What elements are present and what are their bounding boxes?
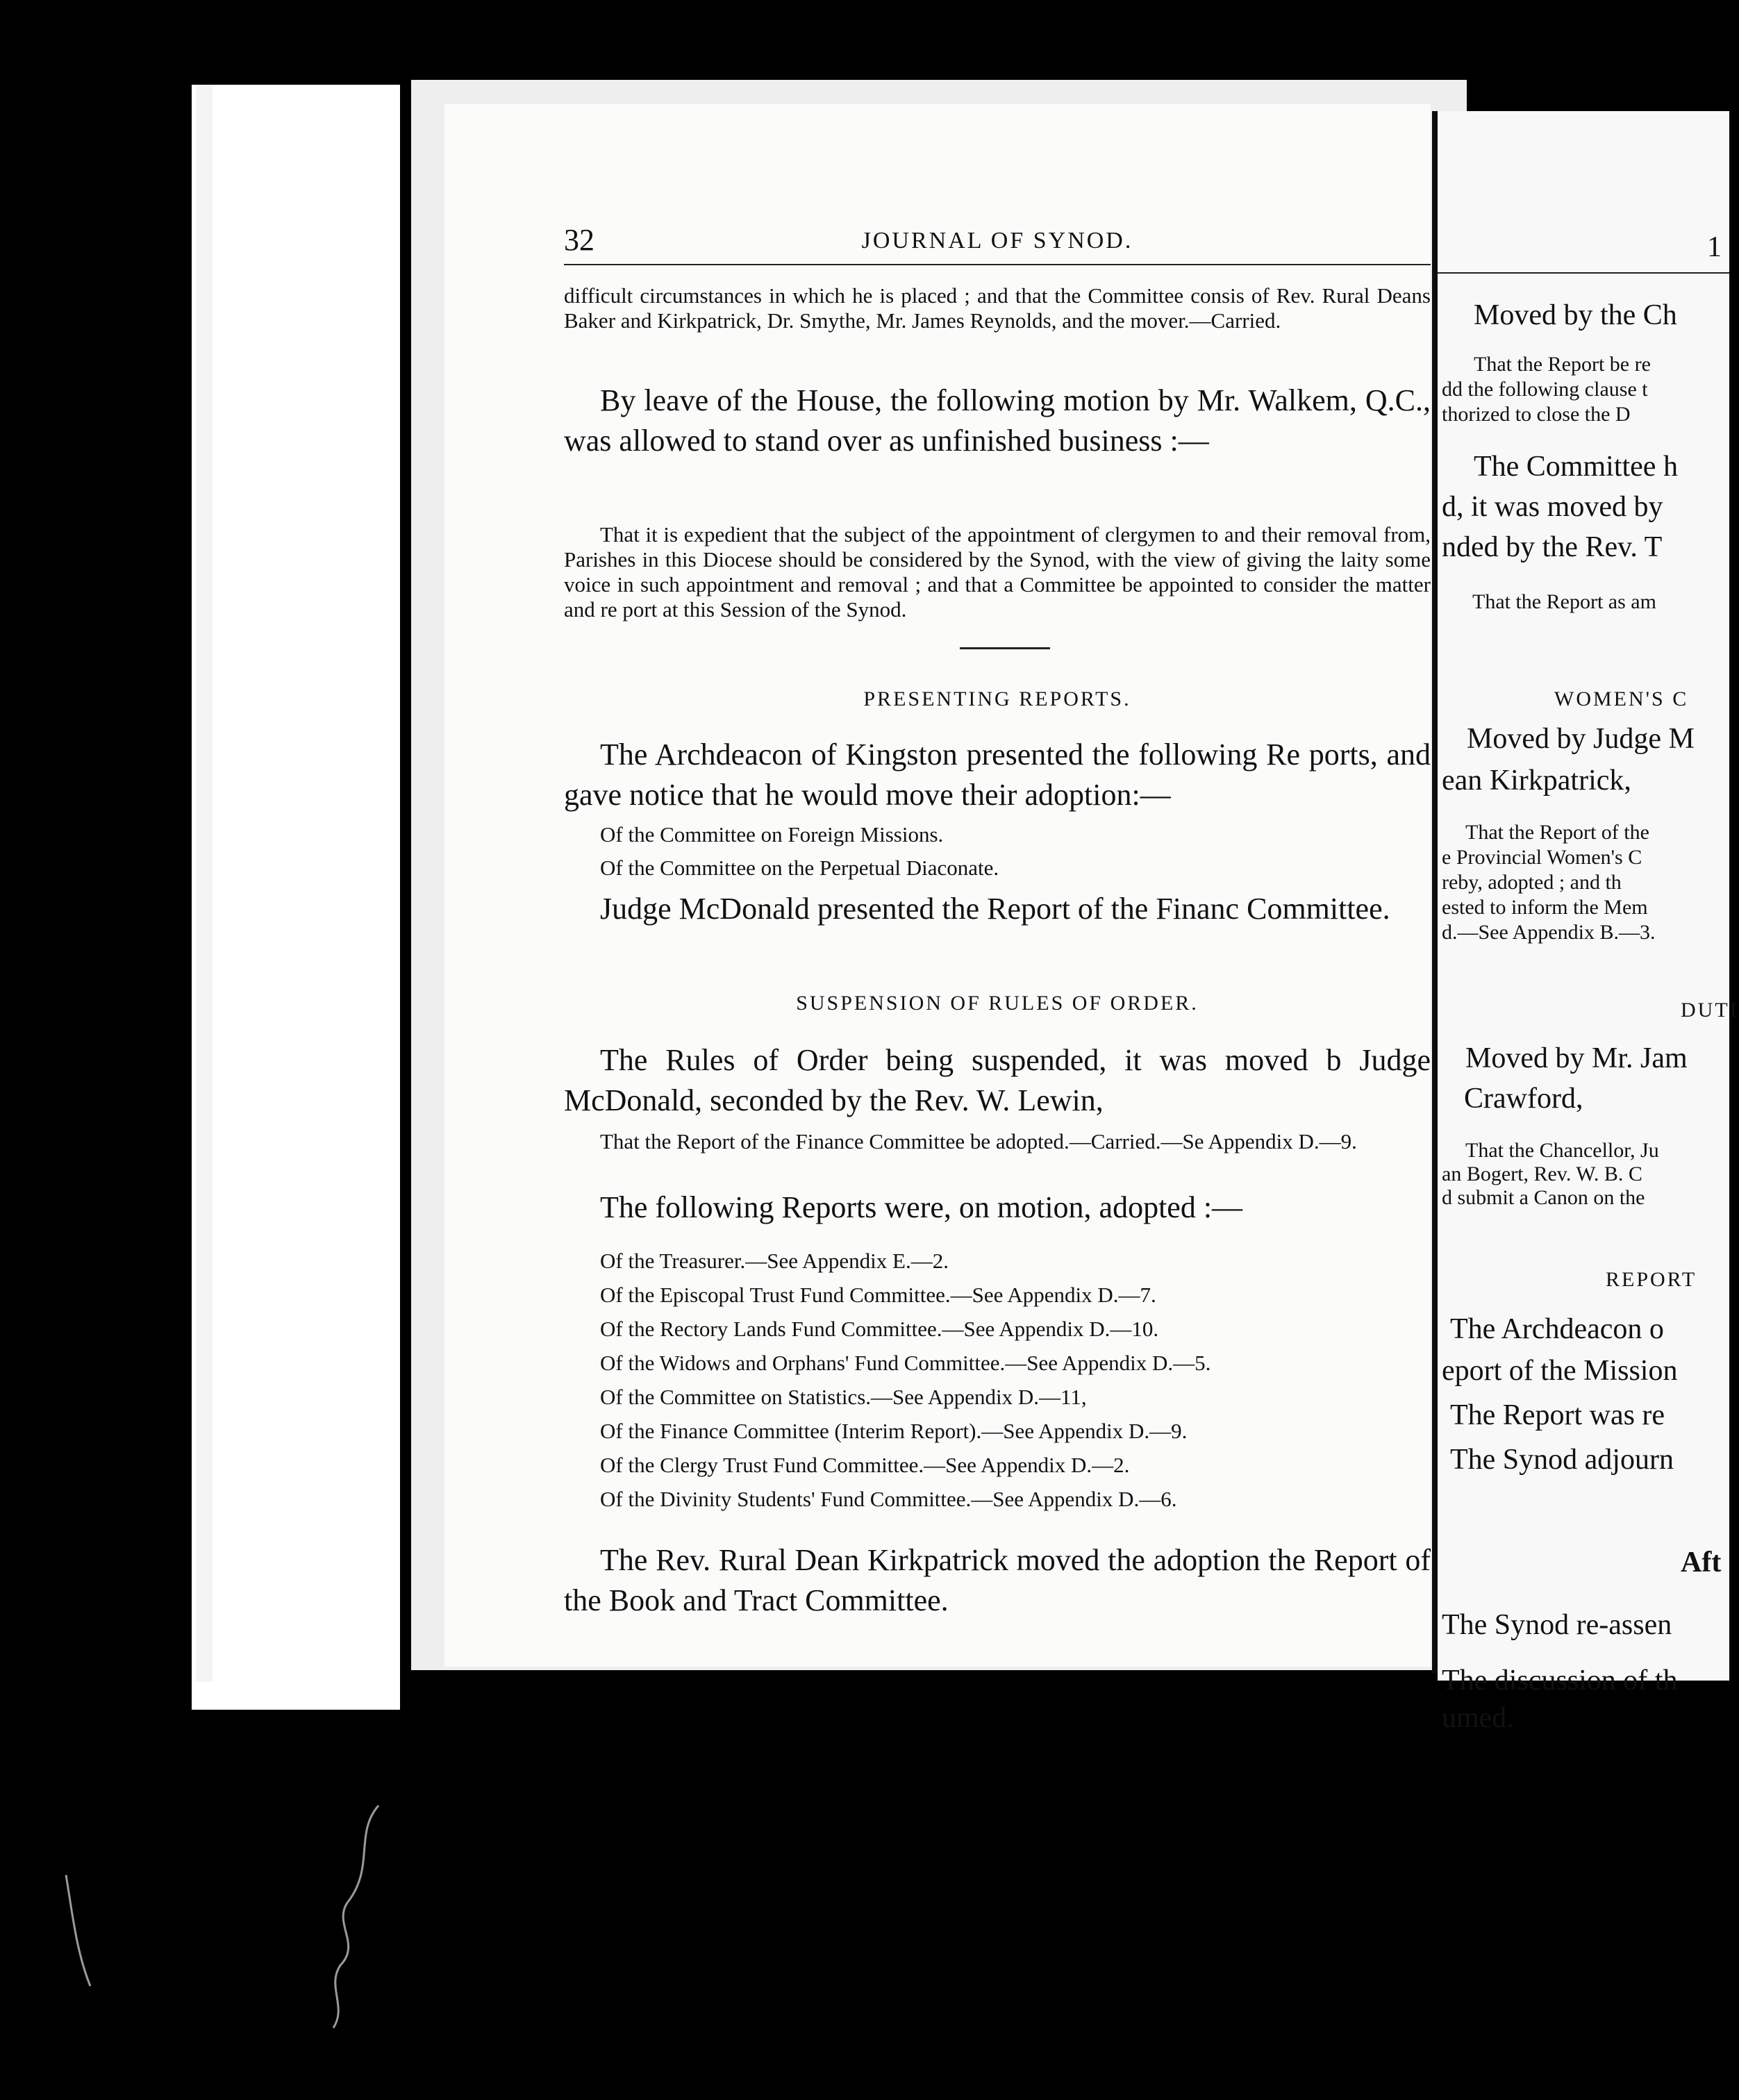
list-item: Of the Committee on Foreign Missions. <box>600 822 944 847</box>
running-head <box>564 222 1431 265</box>
list-item: Of the Rectory Lands Fund Committee.—See Appendix D.—10. <box>600 1317 1159 1341</box>
list-item: Of the Clergy Trust Fund Committee.—See Appendix D.—2. <box>600 1453 1130 1477</box>
paragraph-archdeacon-reports: The Archdeacon of Kingston presented the following Re ports, and gave notice that he would move their adoption:— <box>564 738 1431 812</box>
heading-womens: WOMEN'S C <box>1554 688 1689 710</box>
text-line: thorized to close the D <box>1442 403 1631 426</box>
left-white-margin <box>192 85 400 1710</box>
text-line: That the Report of the <box>1465 821 1649 844</box>
list-item: Of the Widows and Orphans' Fund Committee.—See Appendix D.—5. <box>600 1351 1211 1375</box>
text-line: ested to inform the Mem <box>1442 896 1648 919</box>
text-line: Moved by the Ch <box>1474 299 1677 331</box>
text-line: The Archdeacon o <box>1450 1313 1664 1345</box>
text-line: umed. <box>1442 1702 1514 1734</box>
paragraph-reports-adopted: The following Reports were, on motion, adopted :— <box>600 1190 1243 1224</box>
paragraph-appointment-motion: That it is expedient that the subject of the appointment of clergymen to and their removal from, Parishes in this Diocese should be considered by the Synod, with the view of giving the laity some voice in such appointment and removal ; and that a Committee be appointed to consider the matter and re port at this Session of the Synod. <box>564 522 1431 622</box>
page-number: 32 <box>564 223 594 257</box>
text-line: Crawford, <box>1464 1083 1583 1115</box>
paragraph-finance-adopted: That the Report of the Finance Committee be adopted.—Carried.—Se Appendix D.—9. <box>600 1129 1357 1153</box>
text-line: Moved by Judge M <box>1467 723 1695 755</box>
text-line: ean Kirkpatrick, <box>1442 765 1631 797</box>
text-line: The Synod adjourn <box>1450 1444 1674 1476</box>
right-running-rule <box>1438 272 1729 274</box>
text-line: The Committee h <box>1474 451 1678 483</box>
heading-afternoon: Aft <box>1681 1547 1722 1578</box>
paper-edge <box>196 85 213 1682</box>
list-item: Of the Divinity Students' Fund Committee.—See Appendix D.—6. <box>600 1487 1177 1511</box>
heading-report: REPORT <box>1606 1268 1697 1291</box>
heading-presenting-reports: PRESENTING REPORTS. <box>863 688 1131 710</box>
text-line: The Synod re-assen <box>1442 1609 1672 1641</box>
text-line: Moved by Mr. Jam <box>1465 1042 1688 1074</box>
right-page-number: 1 <box>1707 231 1722 263</box>
text-line: an Bogert, Rev. W. B. C <box>1442 1162 1642 1185</box>
heading-duties: DUTI <box>1681 999 1739 1022</box>
running-head-title: JOURNAL OF SYNOD. <box>861 228 1133 253</box>
text-line: d.—See Appendix B.—3. <box>1442 921 1656 944</box>
reports-presented-list <box>564 822 1431 881</box>
list-item: Of the Finance Committee (Interim Report).—See Appendix D.—9. <box>600 1419 1188 1443</box>
scan-scratch-marks <box>0 1778 486 2097</box>
text-line: eport of the Mission <box>1442 1355 1678 1387</box>
heading-suspension-of-rules: SUSPENSION OF RULES OF ORDER. <box>796 992 1199 1015</box>
section-divider <box>960 647 1050 649</box>
list-item: Of the Committee on Statistics.—See Appendix D.—11, <box>600 1385 1087 1409</box>
reports-adopted-list <box>564 1249 1431 1512</box>
paragraph-committee-members: difficult circumstances in which he is placed ; and that the Committee consis of Rev. Rural Deans Baker and Kirkpatrick, Dr. Smythe, Mr. James Reynolds, and the mover.—Carried. <box>564 283 1431 333</box>
paragraph-rules-suspended: The Rules of Order being suspended, it was moved b Judge McDonald, seconded by the Rev. W. Lewin, <box>564 1043 1431 1117</box>
text-line: That the Report be re <box>1474 353 1651 376</box>
text-line: The discussion of th <box>1442 1665 1678 1697</box>
list-item: Of the Treasurer.—See Appendix E.—2. <box>600 1249 949 1273</box>
paragraph-finance-report: Judge McDonald presented the Report of the Financ Committee. <box>600 892 1390 926</box>
text-line: dd the following clause t <box>1442 378 1648 401</box>
text-line: d, it was moved by <box>1442 491 1663 523</box>
right-page <box>1438 111 1739 1734</box>
text-line: The Report was re <box>1450 1399 1665 1431</box>
paragraph-book-and-tract: The Rev. Rural Dean Kirkpatrick moved the adoption the Report of the Book and Tract Committee. <box>564 1543 1431 1617</box>
text-line: That the Chancellor, Ju <box>1465 1139 1659 1162</box>
list-item: Of the Committee on the Perpetual Diaconate. <box>600 856 999 880</box>
text-line: d submit a Canon on the <box>1442 1186 1645 1209</box>
left-page <box>444 104 1431 1667</box>
paragraph-leave-of-house: By leave of the House, the following motion by Mr. Walkem, Q.C., was allowed to stand over as unfinished business :— <box>564 383 1431 458</box>
text-line: That the Report as am <box>1472 590 1656 613</box>
text-line: nded by the Rev. T <box>1442 531 1663 563</box>
list-item: Of the Episcopal Trust Fund Committee.—See Appendix D.—7. <box>600 1283 1156 1307</box>
text-line: reby, adopted ; and th <box>1442 871 1622 894</box>
text-line: e Provincial Women's C <box>1442 846 1642 869</box>
